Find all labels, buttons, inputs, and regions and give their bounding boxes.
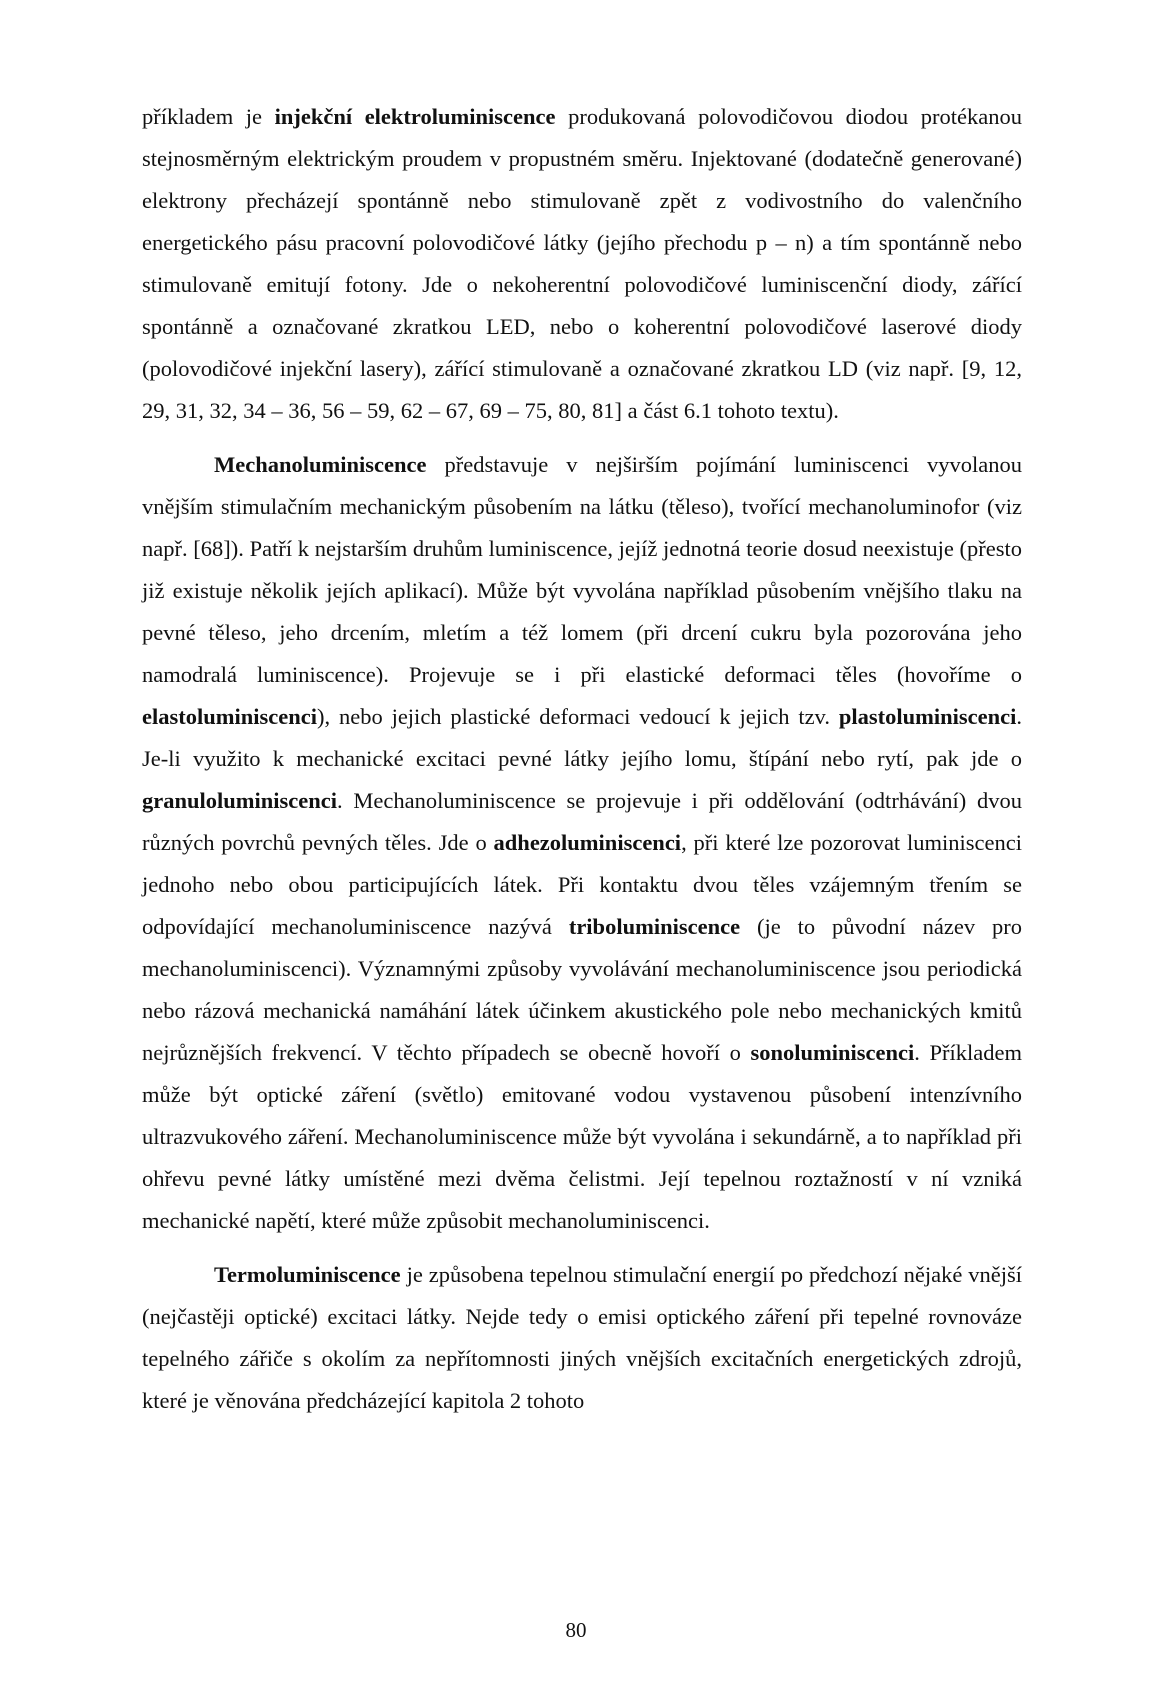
page-number: 80: [565, 1618, 587, 1642]
paragraph-mechanoluminescence: [142, 444, 1022, 1242]
term-termoluminiscence: Termoluminiscence: [214, 1262, 401, 1287]
text-run: . Je-li využito k mechanické excitaci pevné látky jejího lomu, štípání nebo rytí, pak jde o: [142, 704, 1022, 771]
term-mechanoluminiscence: Mechanoluminiscence: [214, 452, 427, 477]
term-sonoluminiscenci: sonoluminiscenci: [750, 1040, 915, 1065]
term-elastoluminiscenci: elastoluminiscenci: [142, 704, 317, 729]
text-run: příkladem je: [142, 104, 275, 129]
text-run: je způsobena tepelnou stimulační energií po předchozí nějaké vnější (nejčastěji optické) excitaci látky. Nejde tedy o emisi optického záření při tepelné rovnováze tepelného zářiče s okolím za nepřítomnosti jiných vnějších excitačních energetických zdrojů, které je věnována předcházející kapitola 2 tohoto: [142, 1262, 1022, 1413]
page-body: [142, 96, 1022, 1422]
text-run: produkovaná polovodičovou diodou protékanou stejnosměrným elektrickým proudem v propustném směru. Injektované (dodatečně generované) elektrony přecházejí spontánně nebo stimulovaně zpět z vodivostního do valenčního energetického pásu pracovní polovodičové látky (jejího přechodu p – n) a tím spontánně nebo stimulovaně emitují fotony. Jde o nekoherentní polovodičové luminiscenční diody, zářící spontánně a označované zkratkou LED, nebo o koherentní polovodičové laserové diody (polovodičové injekční lasery), zářící stimulovaně a označované zkratkou LD (viz např. [9, 12, 29, 31, 32, 34 – 36, 56 – 59, 62 – 67, 69 – 75, 80, 81] a část 6.1 tohoto textu).: [142, 104, 1022, 423]
text-run: ), nebo jejich plastické deformaci vedoucí k jejich tzv.: [317, 704, 839, 729]
text-run: , při které lze pozorovat luminiscenci jednoho nebo obou participujících látek. Při kontaktu dvou těles vzájemným třením se odpovídající mechanoluminiscence nazývá: [142, 830, 1022, 939]
text-run: (je to původní název pro mechanoluminiscenci). Významnými způsoby vyvolávání mechanoluminiscence jsou periodická nebo rázová mechanická namáhání látek účinkem akustického pole nebo mechanických kmitů nejrůznějších frekvencí. V těchto případech se obecně hovoří o: [142, 914, 1023, 1065]
text-run: představuje v nejširším pojímání luminiscenci vyvolanou vnějším stimulačním mechanickým působením na látku (těleso), tvořící mechanoluminofor (viz např. [68]). Patří k nejstarším druhům luminiscence, jejíž jednotná teorie dosud neexistuje (přesto již existuje několik jejích aplikací). Může být vyvolána například působením vnějšího tlaku na pevné těleso, jeho drcením, mletím a též lomem (při drcení cukru byla pozorována jeho namodralá luminiscence). Projevuje se i při elastické deformaci těles (hovoříme o: [142, 452, 1022, 687]
term-plastoluminiscenci: plastoluminiscenci: [838, 704, 1017, 729]
term-triboluminiscence: triboluminiscence: [568, 914, 741, 939]
term-granuloluminiscenci: granuloluminiscenci: [142, 788, 338, 813]
paragraph-thermoluminescence: [142, 1254, 1022, 1422]
term-injekcni-elektroluminiscence: injekční elektroluminiscence: [274, 104, 556, 129]
paragraph-injection-electroluminescence: [142, 96, 1022, 432]
text-run: . Mechanoluminiscence se projevuje i při oddělování (odtrhávání) dvou různých povrchů pevných těles. Jde o: [142, 788, 1022, 855]
text-run: . Příkladem může být optické záření (světlo) emitované vodou vystavenou působení intenzívního ultrazvukového záření. Mechanoluminiscence může být vyvolána i sekundárně, a to například při ohřevu pevné látky umístěné mezi dvěma čelistmi. Její tepelnou roztažností v ní vzniká mechanické napětí, které může způsobit mechanoluminiscenci.: [142, 1040, 1022, 1233]
term-adhezoluminiscenci: adhezoluminiscenci: [493, 830, 682, 855]
